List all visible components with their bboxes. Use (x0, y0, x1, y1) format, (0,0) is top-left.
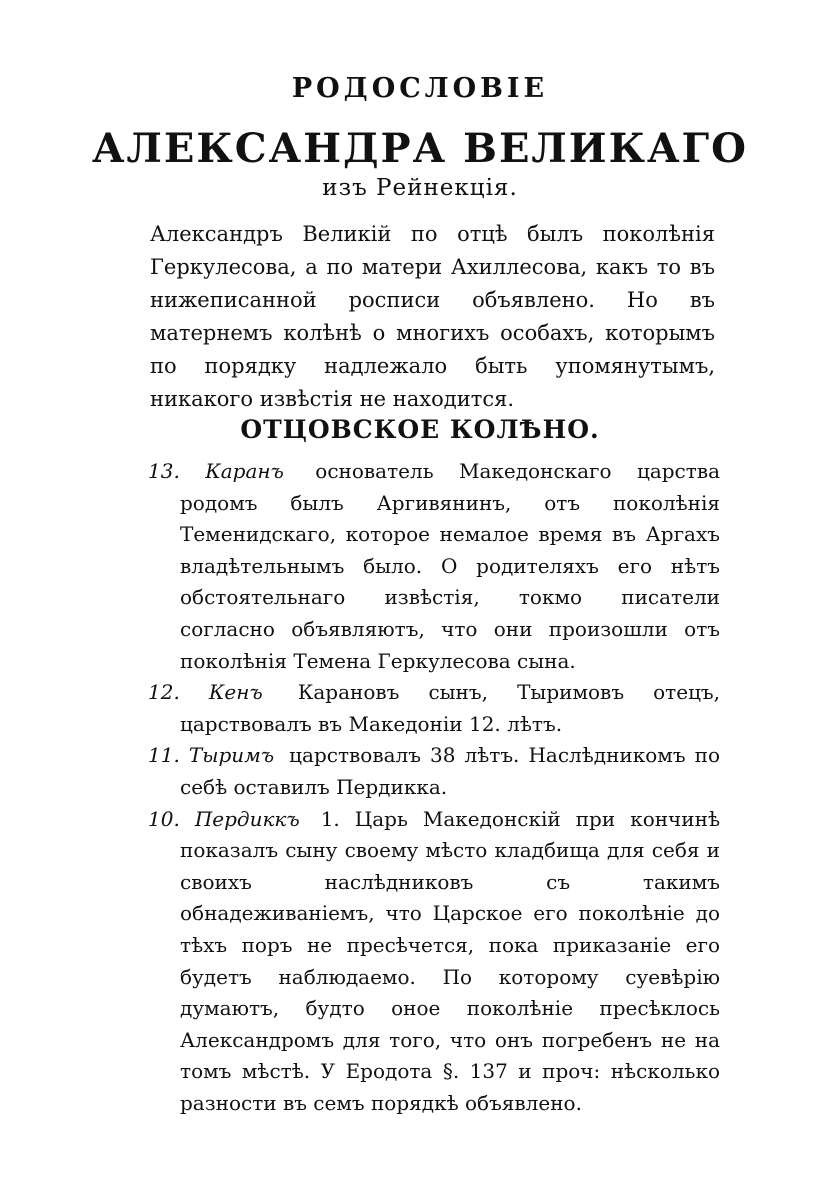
list-item (148, 740, 720, 803)
intro-paragraph: Александръ Великій по отцѣ былъ поколѣнія Геркулесова, а по матери Ахиллесова, какъ то въ нижеписанной росписи объявлено. Но въ матернемъ колѣнѣ о многихъ особахъ, которымъ по порядку надлежало быть упомянутымъ, никакого извѣстія не находится. (150, 222, 715, 411)
entry-name: Каранъ (205, 459, 284, 483)
entry-text: царствовалъ 38 лѣтъ. Наслѣдникомъ по себѣ оставилъ Пердикка. (180, 743, 721, 799)
entry-number: 10. (148, 806, 180, 831)
entry-text: основатель Македонскаго царства родомъ былъ Аргивянинъ, отъ поколѣнія Теменидскаго, которое немалое время въ Аргахъ владѣтельнымъ было. О родителяхъ его нѣтъ обстоятельнаго извѣстія, токмо писатели согласно объявляютъ, что они произошли отъ поколѣнія Темена Геркулесова сына. (180, 459, 721, 673)
source-subtitle: изъ Рейнекція. (322, 175, 518, 201)
genealogy-list (148, 456, 720, 1119)
genealogy-heading: РОДОСЛОВІЕ (291, 73, 549, 104)
entry-text: 1. Царь Македонскій при кончинѣ показалъ сыну своему мѣсто кладбища для себя и своихъ наслѣдниковъ съ такимъ обнадеживаніемъ, что Царское его поколѣніе до тѣхъ поръ не пресѣчется, пока приказаніе его будетъ наблюдаемо. По которому суевѣрію думаютъ, будто оное поколѣніе пресѣклось Александромъ для того, что онъ погребенъ не на томъ мѣстѣ. У Еродота §. 137 и проч: нѣсколько разности въ семъ порядкѣ объявлено. (180, 806, 721, 1115)
entry-name: Кенъ (208, 680, 263, 705)
entry-number: 13. (148, 459, 180, 483)
list-item (148, 804, 720, 1120)
entry-name: Пердиккъ (194, 806, 300, 831)
list-item (148, 677, 720, 740)
entry-text: Карановъ сынъ, Тыримовъ отецъ, царствовалъ въ Македоніи 12. лѣтъ. (180, 680, 721, 736)
entry-number: 12. (148, 680, 180, 705)
page-title: АЛЕКСАНДРА ВЕЛИКАГО (91, 125, 749, 172)
entry-number: 11. (148, 743, 180, 768)
entry-name: Тыримъ (188, 743, 275, 768)
section-title: ОТЦОВСКОЕ КОЛѢНО. (240, 415, 600, 444)
list-item (148, 456, 720, 677)
